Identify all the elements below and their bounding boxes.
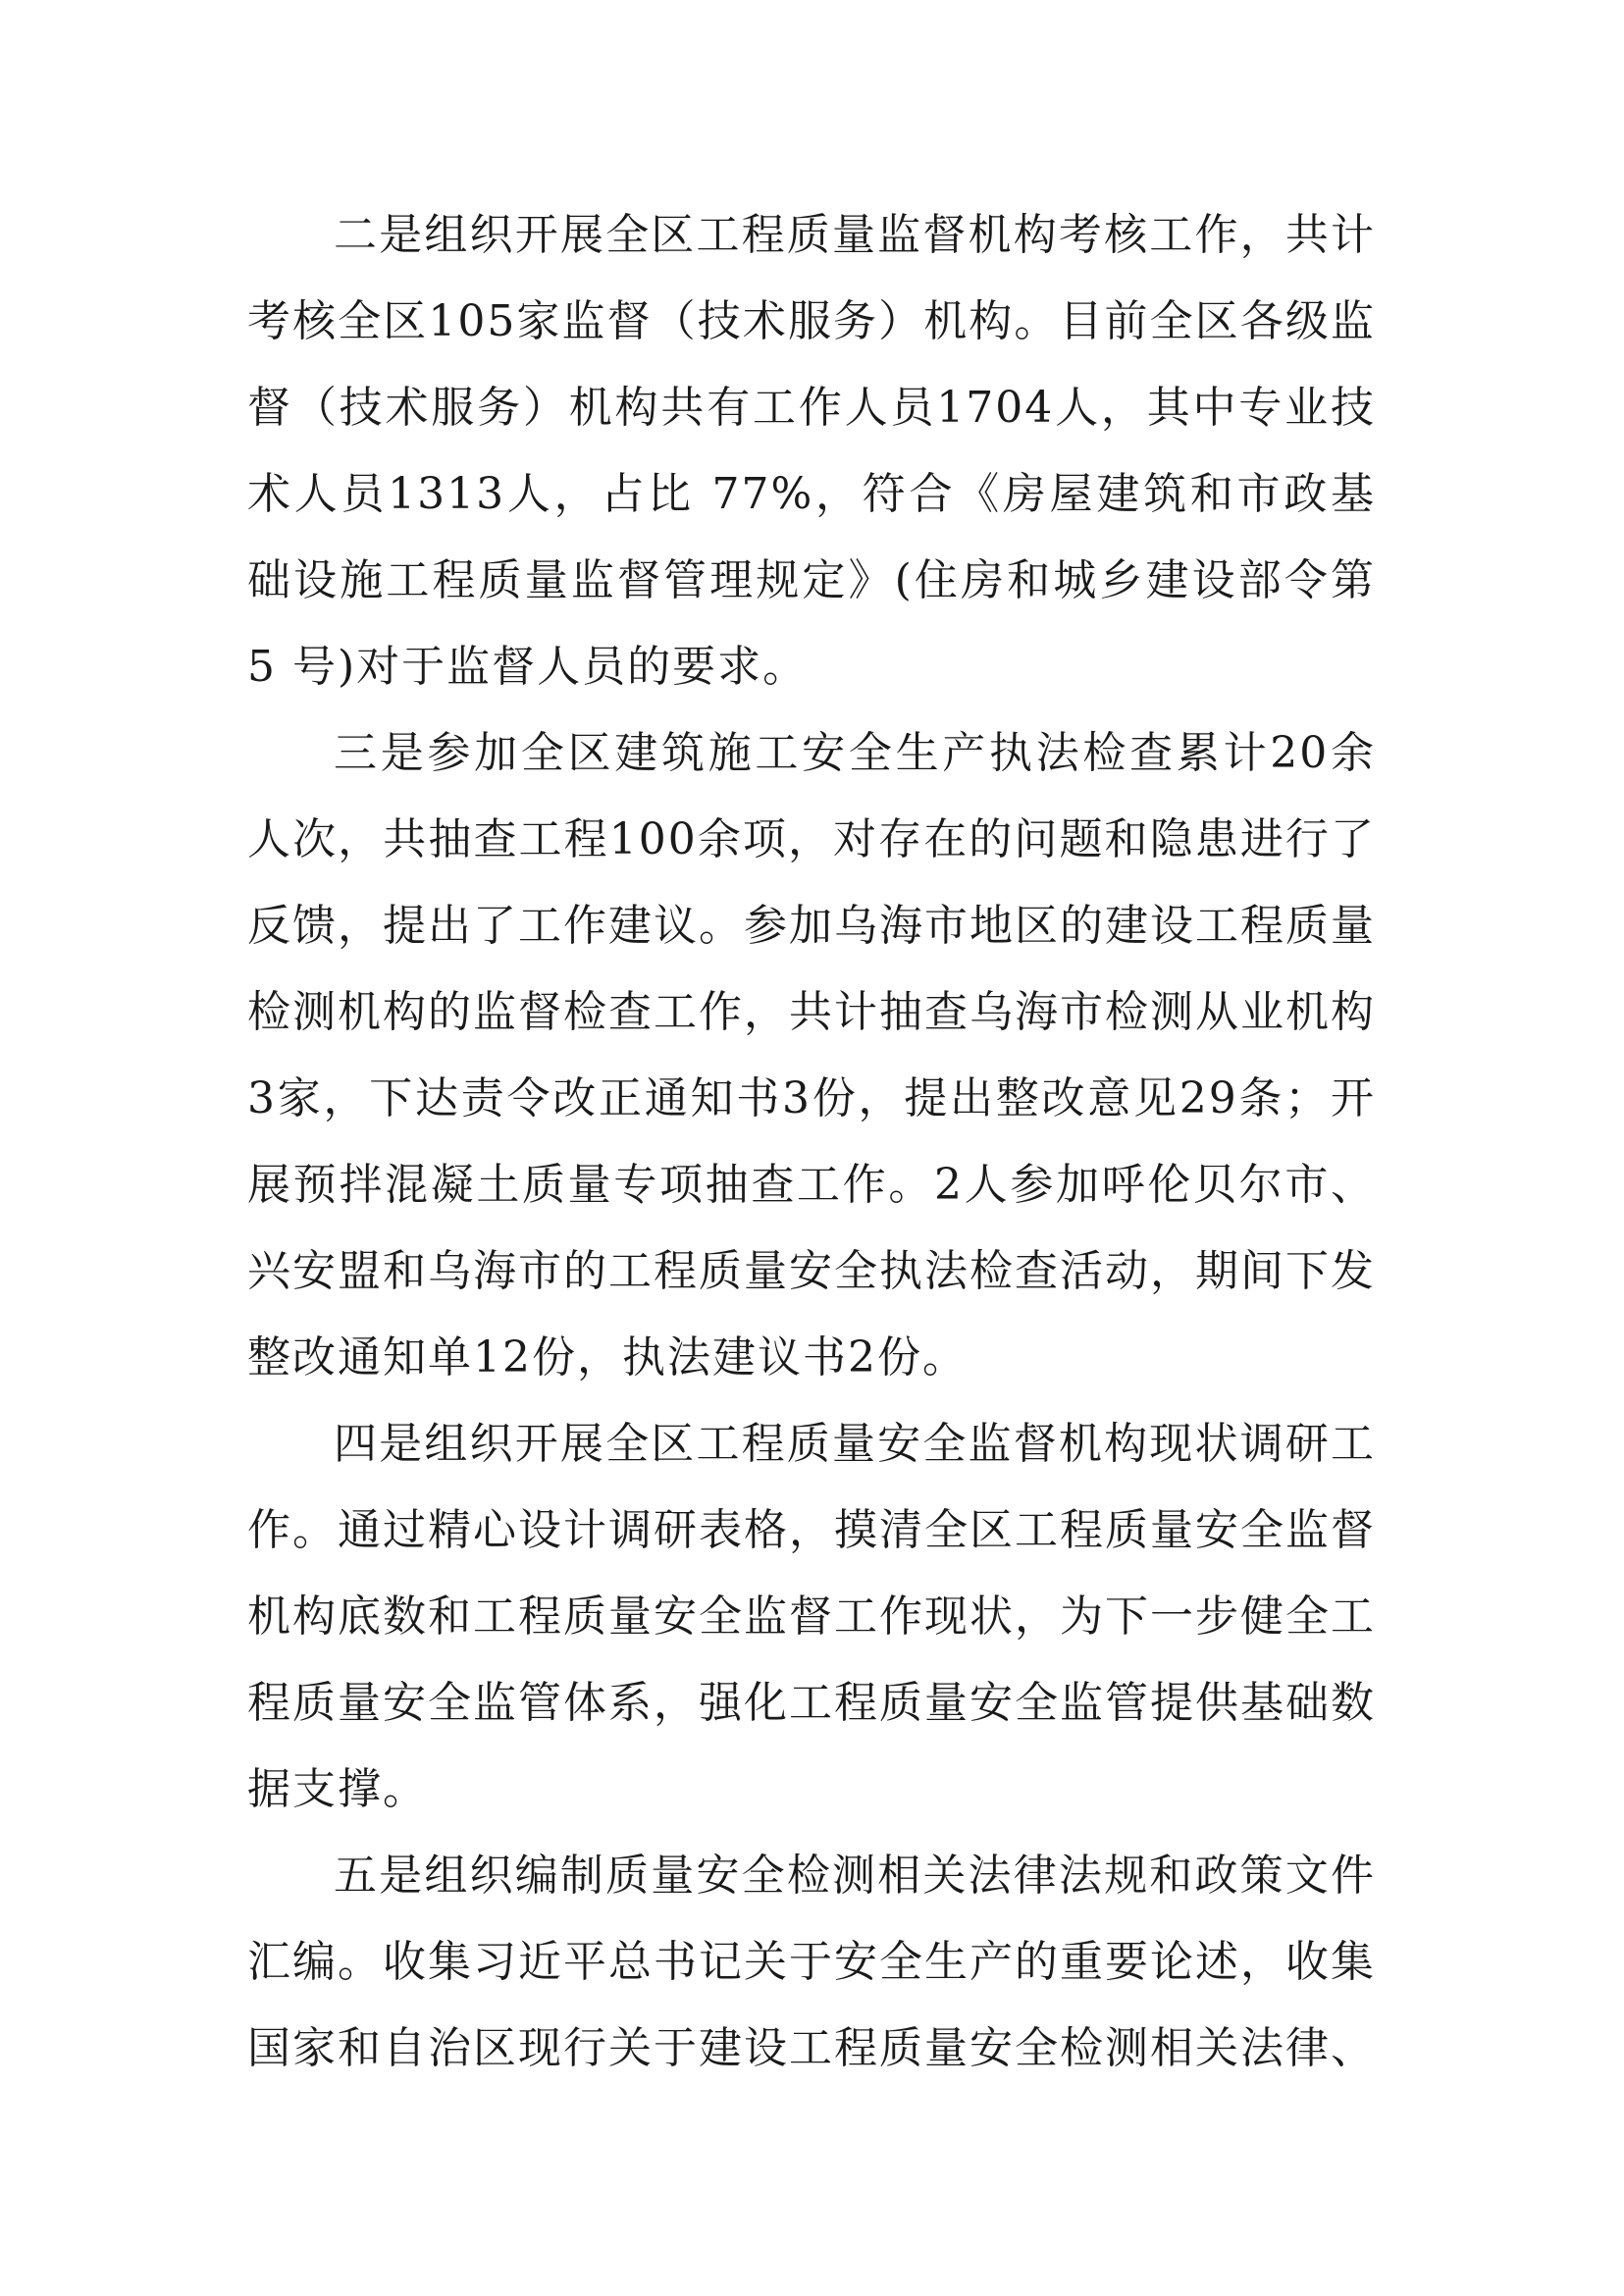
paragraph-assessment: 二是组织开展全区工程质量监督机构考核工作，共计考核全区105家监督（技术服务）机构。目前全区各级监督（技术服务）机构共有工作人员1704人，其中专业技术人员1313人，占比 77%，符合《房屋建筑和市政基础设施工程质量监督管理规定》(住房和城乡建设部令第 5 号)对于监督人员的要求。	[247, 210, 1376, 692]
document-body	[247, 192, 1376, 2092]
paragraph-compilation: 五是组织编制质量安全检测相关法律法规和政策文件汇编。收集习近平总书记关于安全生产的重要论述，收集国家和自治区现行关于建设工程质量安全检测相关法律、	[247, 1851, 1376, 2073]
paragraph-inspection: 三是参加全区建筑施工安全生产执法检查累计20余人次，共抽查工程100余项，对存在的问题和隐患进行了反馈，提出了工作建议。参加乌海市地区的建设工程质量检测机构的监督检查工作，共计抽查乌海市检测从业机构3家，下达责令改正通知书3份，提出整改意见29条；开展预拌混凝土质量专项抽查工作。2人参加呼伦贝尔市、兴安盟和乌海市的工程质量安全执法检查活动，期间下发整改通知单12份，执法建议书2份。	[247, 728, 1376, 1383]
paragraph-survey: 四是组织开展全区工程质量安全监督机构现状调研工作。通过精心设计调研表格，摸清全区工程质量安全监督机构底数和工程质量安全监督工作现状，为下一步健全工程质量安全监管体系，强化工程质量安全监管提供基础数据支撑。	[247, 1419, 1376, 1814]
